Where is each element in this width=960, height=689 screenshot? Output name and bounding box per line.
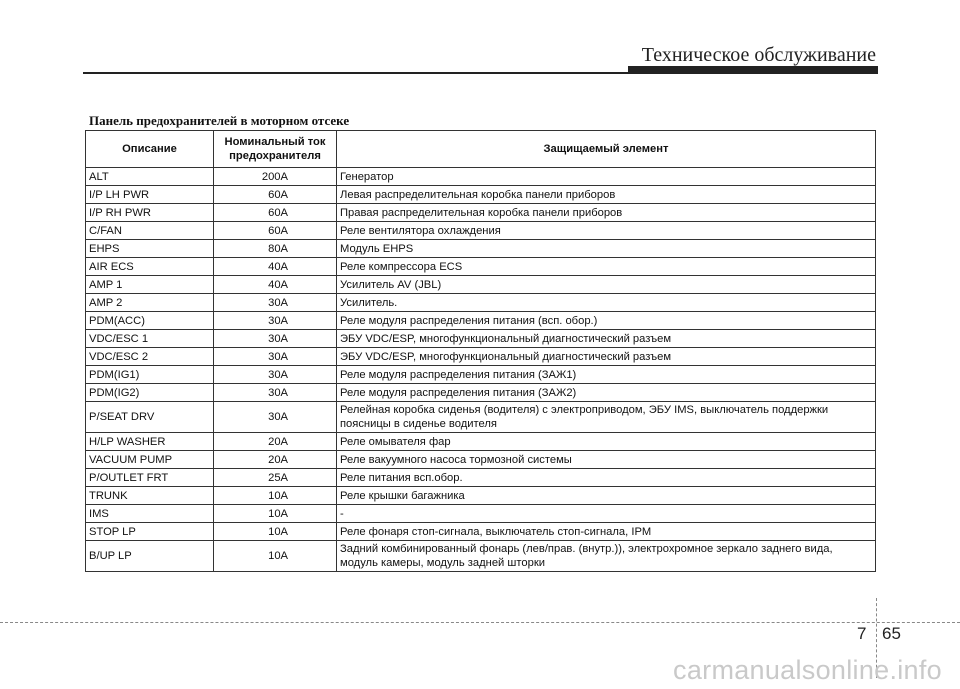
table-row [86,469,876,487]
header-rule [83,72,878,74]
protected-element-cell: Реле модуля распределения питания (всп. обор.) [337,312,876,330]
table-row [86,258,876,276]
table-header-row [86,131,876,168]
fuse-description-cell: PDM(IG1) [86,366,214,384]
protected-element-cell: ЭБУ VDC/ESP, многофункциональный диагностический разъем [337,348,876,366]
protected-element-cell: Реле модуля распределения питания (ЗАЖ1) [337,366,876,384]
fuse-rating-cell: 10A [214,541,337,572]
fuse-description-cell: I/P LH PWR [86,186,214,204]
table-row [86,222,876,240]
fuse-rating-cell: 10A [214,505,337,523]
table-row [86,204,876,222]
table-row [86,348,876,366]
fuse-rating-cell: 40A [214,258,337,276]
protected-element-cell: Реле фонаря стоп-сигнала, выключатель стоп-сигнала, IPM [337,523,876,541]
section-title: Панель предохранителей в моторном отсеке [89,113,350,128]
column-header-protected-element: Защищаемый элемент [337,131,876,168]
table-row [86,186,876,204]
chapter-number: 7 [857,624,867,643]
fuse-description-cell: P/SEAT DRV [86,402,214,433]
protected-element-cell: Модуль EHPS [337,240,876,258]
header-rule-accent [628,66,878,72]
protected-element-cell: Задний комбинированный фонарь (лев/прав. (внутр.)), электрохромное зеркало заднего вида, модуль камеры, модуль задней шторки [337,541,876,572]
protected-element-cell: Реле модуля распределения питания (ЗАЖ2) [337,384,876,402]
fuse-description-cell: EHPS [86,240,214,258]
fuse-description-cell: VDC/ESC 1 [86,330,214,348]
fuse-description-cell: AMP 1 [86,276,214,294]
fuse-rating-cell: 30A [214,366,337,384]
fuse-description-cell: H/LP WASHER [86,433,214,451]
protected-element-cell: - [337,505,876,523]
protected-element-cell: Реле вентилятора охлаждения [337,222,876,240]
fuse-description-cell: IMS [86,505,214,523]
fuse-rating-cell: 60A [214,186,337,204]
protected-element-cell: Генератор [337,168,876,186]
fuse-description-cell: STOP LP [86,523,214,541]
fuse-description-cell: PDM(IG2) [86,384,214,402]
table-row [86,276,876,294]
fuse-rating-cell: 30A [214,348,337,366]
watermark: carmanualsonline.info [673,655,942,685]
table-row [86,487,876,505]
table-row [86,312,876,330]
table-row [86,330,876,348]
protected-element-cell: ЭБУ VDC/ESP, многофункциональный диагностический разъем [337,330,876,348]
protected-element-cell: Реле омывателя фар [337,433,876,451]
table-row [86,402,876,433]
fuse-rating-cell: 80A [214,240,337,258]
page-number: 65 [882,624,901,643]
table-row [86,451,876,469]
footer-dashed-rule [0,622,960,623]
protected-element-cell: Усилитель. [337,294,876,312]
fuse-rating-cell: 30A [214,294,337,312]
fuse-rating-cell: 20A [214,433,337,451]
table-row [86,541,876,572]
protected-element-cell: Реле крышки багажника [337,487,876,505]
fuse-rating-cell: 20A [214,451,337,469]
fuse-description-cell: VDC/ESC 2 [86,348,214,366]
table-row [86,168,876,186]
fuse-description-cell: VACUUM PUMP [86,451,214,469]
fuse-rating-cell: 10A [214,523,337,541]
protected-element-cell: Реле питания всп.обор. [337,469,876,487]
column-header-rating: Номинальный ток предохранителя [214,131,337,168]
fuse-description-cell: AIR ECS [86,258,214,276]
fuse-description-cell: I/P RH PWR [86,204,214,222]
fuse-rating-cell: 60A [214,222,337,240]
protected-element-cell: Левая распределительная коробка панели приборов [337,186,876,204]
table-row [86,505,876,523]
protected-element-cell: Правая распределительная коробка панели приборов [337,204,876,222]
column-header-description: Описание [86,131,214,168]
fuse-table [85,130,876,572]
protected-element-cell: Реле вакуумного насоса тормозной системы [337,451,876,469]
fuse-rating-cell: 60A [214,204,337,222]
fuse-rating-cell: 30A [214,330,337,348]
fuse-rating-cell: 40A [214,276,337,294]
fuse-description-cell: C/FAN [86,222,214,240]
fuse-description-cell: PDM(ACC) [86,312,214,330]
table-row [86,433,876,451]
fuse-description-cell: TRUNK [86,487,214,505]
fuse-rating-cell: 30A [214,312,337,330]
protected-element-cell: Реле компрессора ECS [337,258,876,276]
fuse-description-cell: B/UP LP [86,541,214,572]
fuse-description-cell: AMP 2 [86,294,214,312]
fuse-description-cell: P/OUTLET FRT [86,469,214,487]
table-row [86,523,876,541]
fuse-rating-cell: 30A [214,402,337,433]
protected-element-cell: Релейная коробка сиденья (водителя) с электроприводом, ЭБУ IMS, выключатель поддержки поясницы в сиденье водителя [337,402,876,433]
page-header-title: Техническое обслуживание [641,44,876,66]
table-row [86,294,876,312]
protected-element-cell: Усилитель AV (JBL) [337,276,876,294]
fuse-rating-cell: 200A [214,168,337,186]
table-row [86,240,876,258]
fuse-table-body [86,168,876,572]
table-row [86,384,876,402]
fuse-rating-cell: 25A [214,469,337,487]
fuse-description-cell: ALT [86,168,214,186]
fuse-rating-cell: 30A [214,384,337,402]
table-row [86,366,876,384]
fuse-rating-cell: 10A [214,487,337,505]
